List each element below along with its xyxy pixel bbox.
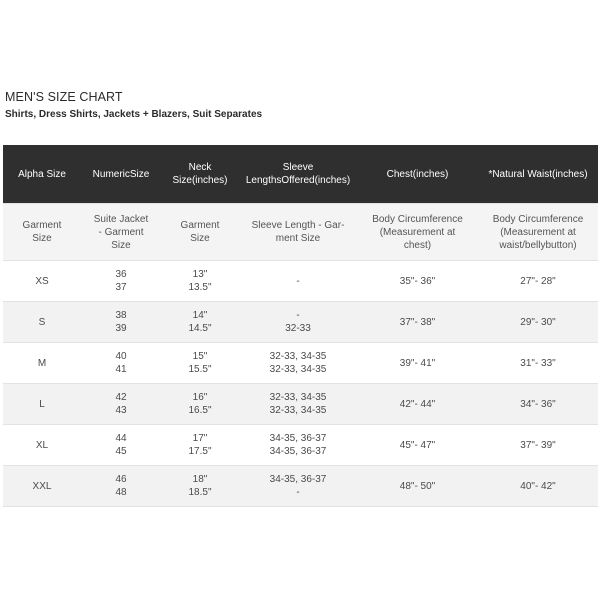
table-row [3, 343, 598, 384]
cell-line: *Natural Waist [488, 168, 552, 180]
header-row [3, 145, 598, 204]
cell-line: (inches) [412, 168, 449, 180]
cell-line: (inches) [314, 175, 351, 186]
cell-line: 45 [115, 446, 127, 457]
sleeve-length-cell [239, 425, 357, 466]
cell-line: 13.5" [188, 282, 212, 293]
table-row [3, 425, 598, 466]
table-row [3, 302, 598, 343]
description-cell [478, 204, 598, 261]
cell-line: 44 [115, 433, 127, 444]
cell-line: 32-33, 34-35 [269, 392, 327, 403]
cell-line: Size [129, 168, 150, 180]
cell-line: 18" [192, 474, 208, 485]
table-row [3, 261, 598, 302]
cell-line: 36 [115, 269, 127, 280]
table-row [3, 384, 598, 425]
sleeve-length-cell [239, 261, 357, 302]
cell-line: Offered [281, 175, 315, 186]
chest-cell: 45"- 47" [357, 425, 478, 466]
cell-line: Garment [180, 220, 220, 231]
header-numeric-size [81, 145, 161, 204]
header-neck-size [161, 145, 239, 204]
waist-cell: 40"- 42" [478, 466, 598, 507]
cell-line: chest) [403, 239, 432, 251]
cell-line: 17.5" [188, 446, 212, 457]
cell-line: 32-33 [285, 323, 311, 334]
cell-line: 48 [115, 487, 127, 498]
waist-cell: 34"- 36" [478, 384, 598, 425]
neck-size-cell [161, 384, 239, 425]
cell-line: 43 [115, 405, 127, 416]
cell-line: 14" [192, 310, 208, 321]
cell-line: - [296, 275, 300, 287]
cell-line: 38 [115, 310, 127, 321]
cell-line: ment Size [275, 233, 321, 244]
cell-line: - [296, 310, 300, 321]
page-subtitle: Shirts, Dress Shirts, Jackets + Blazers, Suit Separates [5, 109, 263, 120]
cell-line: Neck Size [172, 162, 212, 186]
numeric-size-cell [81, 261, 161, 302]
cell-line: 32-33, 34-35 [269, 351, 327, 362]
cell-line: (Measurement at [379, 226, 456, 238]
alpha-size-cell: S [3, 302, 81, 343]
chest-cell: 35"- 36" [357, 261, 478, 302]
cell-line: Body Circumference [492, 213, 584, 225]
waist-cell: 29"- 30" [478, 302, 598, 343]
description-cell [3, 204, 81, 261]
chest-cell: 37"- 38" [357, 302, 478, 343]
neck-size-cell [161, 466, 239, 507]
cell-line: Numeric [92, 168, 130, 180]
header-alpha-size [3, 145, 81, 204]
cell-line: 13" [192, 269, 208, 280]
cell-line: Body Circumference [372, 213, 463, 225]
neck-size-cell [161, 425, 239, 466]
description-cell [81, 204, 161, 261]
cell-line: 46 [115, 474, 127, 485]
cell-line: Size [190, 233, 210, 244]
alpha-size-cell: M [3, 343, 81, 384]
cell-line: 18.5" [188, 487, 212, 498]
alpha-size-cell: XS [3, 261, 81, 302]
cell-line: waist/bellybutton) [499, 239, 577, 251]
size-table [3, 145, 598, 507]
cell-line: (inches) [191, 175, 228, 186]
cell-line: 34-35, 36-37 [269, 433, 327, 444]
chest-cell: 42"- 44" [357, 384, 478, 425]
cell-line: Size [32, 233, 52, 244]
cell-line: 42 [115, 392, 127, 403]
cell-line: Size [111, 239, 131, 251]
numeric-size-cell [81, 384, 161, 425]
neck-size-cell [161, 343, 239, 384]
neck-size-cell [161, 302, 239, 343]
numeric-size-cell [81, 425, 161, 466]
numeric-size-cell [81, 302, 161, 343]
cell-line: 39 [115, 323, 127, 334]
waist-cell: 37"- 39" [478, 425, 598, 466]
table-row [3, 466, 598, 507]
alpha-size-cell: L [3, 384, 81, 425]
page-title: MEN'S SIZE CHART [5, 90, 123, 104]
sleeve-length-cell [239, 302, 357, 343]
cell-line: 40 [115, 351, 127, 362]
alpha-size-cell: XL [3, 425, 81, 466]
chest-cell: 48"- 50" [357, 466, 478, 507]
cell-line: 17" [192, 433, 208, 444]
sleeve-length-cell [239, 384, 357, 425]
neck-size-cell [161, 261, 239, 302]
cell-line: Garment [22, 220, 62, 231]
description-row [3, 204, 598, 261]
cell-line: 34-35, 36-37 [269, 446, 327, 457]
cell-line: (Measurement at [500, 226, 576, 238]
cell-line: 37 [115, 282, 127, 293]
cell-line: Alpha Size [18, 168, 66, 180]
cell-line: 15" [192, 351, 208, 362]
waist-cell: 27"- 28" [478, 261, 598, 302]
numeric-size-cell [81, 466, 161, 507]
waist-cell: 31"- 33" [478, 343, 598, 384]
cell-line: 32-33, 34-35 [269, 405, 327, 416]
header-natural-waist [478, 145, 598, 204]
cell-line: Chest [386, 168, 413, 180]
cell-line: 34-35, 36-37 [269, 474, 327, 485]
cell-line: 16.5" [188, 405, 212, 416]
header-chest [357, 145, 478, 204]
cell-line: 15.5" [188, 364, 212, 375]
cell-line: (inches) [551, 168, 588, 180]
cell-line: - [296, 487, 300, 498]
sleeve-length-cell [239, 466, 357, 507]
description-cell [239, 204, 357, 261]
alpha-size-cell: XXL [3, 466, 81, 507]
cell-line: Sleeve Length - Gar- [251, 220, 345, 231]
cell-line: 41 [115, 364, 127, 375]
description-cell [357, 204, 478, 261]
cell-line: 32-33, 34-35 [269, 364, 327, 375]
cell-line: 14.5" [188, 323, 212, 334]
cell-line: 16" [192, 392, 208, 403]
cell-line: Sleeve Lengths [245, 162, 314, 186]
cell-line: Suite Jacket [93, 213, 149, 225]
description-cell [161, 204, 239, 261]
cell-line: - Garment [98, 226, 144, 238]
numeric-size-cell [81, 343, 161, 384]
sleeve-length-cell [239, 343, 357, 384]
header-sleeve-lengths [239, 145, 357, 204]
chest-cell: 39"- 41" [357, 343, 478, 384]
